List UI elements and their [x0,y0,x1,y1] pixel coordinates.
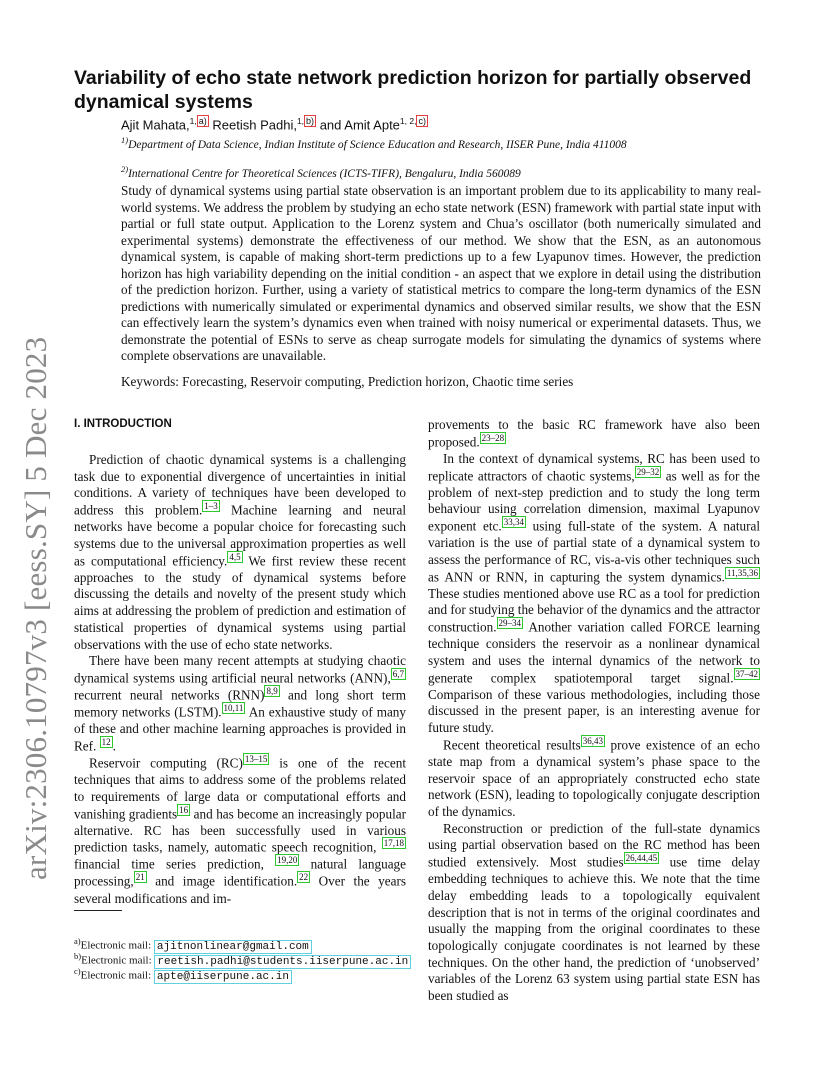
author-name: Ajit Mahata, [121,117,190,133]
text-run: We first review these recent approaches to the study of dynamical systems before discussing the details and novelty of the present study which aims at addressing the problem of prediction and estimation of statistical properties of dynamical systems using partial observations with the use of echo state networks. [74,553,407,652]
footnote-mark: b) [74,951,82,961]
affiliation-text: Department of Data Science, Indian Institute of Science Education and Research, IISER Pune, India 411008 [128,138,627,151]
citation-link[interactable]: 29–34 [498,618,521,628]
text-run: use time delay embedding techniques to achieve this. We note that the time delay embedding leads to a topologically equivalent description that is not in terms of the original coordinates and usually the mapping from the original coordinates to these topologically conjugate coordinates is not learned by these techniques. On the other hand, the prediction of ‘unobserved’ variables of the Lorenz 63 system using partial state ESN has been studied as [428,854,761,1004]
text-run: as well as for the problem of next-step prediction and to study the long term behaviour using correlation dimension, maximal Lyapunov exponent etc. [428,467,760,534]
text-run: In the context of dynamical systems, RC has been used to replicate attractors of chaotic systems, [428,450,760,483]
text-run: . [112,738,116,754]
text-run: Machine learning and neural networks have become a popular choice for forecasting such systems due to the universal approximation properties as well as computational efficiency. [74,502,406,568]
text-run: Reconstruction or prediction of the full-state dynamics using partial observation based on the RC method has been studied extensively. Most studies [428,820,760,870]
affiliation-number: 2) [121,164,129,174]
text-run: using full-state of the system. A natural variation is the use of partial state of a dynamical system to assess the performance of RC, vis-a-vis other techniques such as ANN or RNN, in capturing the system dynamics. [428,518,761,584]
citation-link[interactable]: 11,35,36 [726,567,758,578]
footnote-mark: a) [74,936,81,946]
author-list [121,116,428,132]
text-run: and image identification. [146,873,298,889]
citation-link[interactable]: 23–28 [481,432,505,443]
text-run: Prediction of chaotic dynamical systems is a challenging task due to exponential divergence of uncertainties in initial conditions. A variety of techniques have been developed to address this problem. [74,452,406,518]
affiliation-text: International Centre for Theoretical Sciences (ICTS-TIFR), Bengaluru, India 560089 [128,167,521,180]
text-run: Reservoir computing (RC) [89,755,243,771]
affiliation-sup: 1, [296,116,305,126]
text-run: Comparison of these various methodologies, including those discussed in the present paper, is an interesting avenue for future study. [428,686,760,735]
section-heading: I. INTRODUCTION [74,418,172,430]
footnote-c [74,966,292,983]
affiliation-sup: 1, [189,116,197,126]
footnote-link[interactable]: a) [198,116,207,126]
footnote-label: Electronic mail: [80,969,154,982]
paragraph [74,452,406,653]
paragraph [74,755,406,907]
citation-link[interactable]: 16 [179,804,189,815]
citation-link[interactable]: 37–42 [735,668,758,679]
citation-link[interactable]: 1–3 [204,501,218,512]
citation-link[interactable]: 33,34 [503,517,524,527]
text-run: is one of the recent techniques that aims to address some of the problems related to requirements of large data or computational efforts and vanishing gradients [74,755,406,821]
paragraph [428,737,760,821]
paragraph [428,451,760,737]
footnote-link[interactable]: b) [306,116,315,126]
email-link[interactable]: ajitnonlinear@gmail.com [154,940,312,954]
citation-link[interactable]: 10,11 [223,703,244,714]
paragraph [428,821,760,1005]
abstract: Study of dynamical systems using partial state observation is an important problem due to its applicability to many real-world systems. We address the problem by studying an echo state network (ESN) framework with partial state input with partial or full state output. Application to the Lorenz system and Chua’s oscillator (both numerically simulated and experimental systems) demonstrate the effectiveness of our method. We show that the ESN, as an autonomous dynamical system, is capable of making short-term predictions up to a few Lyapunov times. However, the prediction horizon has high variability depending on the initial condition - an aspect that we explore in detail using the distribution of the prediction horizon. Further, using a variety of statistical metrics to compare the long-term dynamics of the ESN predictions with numerically simulated or experimental dynamics and observed similar results, we show that the ESN can effectively learn the system’s dynamics even when trained with noisy numerical or experimental datasets. Thus, we demonstrate the potential of ESNs to serve as cheap surrogate models for simulating the dynamics of systems where complete observations are unavailable. [121,183,761,363]
right-column [428,417,760,1005]
email-link[interactable]: reetish.padhi@students.iiserpune.ac.in [154,955,411,969]
citation-link[interactable]: 19,20 [277,855,298,866]
text-run: provements to the basic RC framework have also been proposed. [428,417,760,450]
citation-link[interactable]: 26,44,45 [625,853,658,864]
left-column [74,452,406,907]
paragraph [74,653,406,755]
footnote-mark: c) [74,966,81,976]
author-name: Reetish Padhi, [212,117,297,133]
footnote-link[interactable]: c) [418,116,426,126]
affiliation-1 [121,133,691,152]
footnote-label: Electronic mail: [81,954,155,967]
affiliation-sup: 1, 2, [399,116,417,126]
text-run: An exhaustive study of many of these and other machine learning approaches is provided in Ref. [74,704,406,754]
keywords: Keywords: Forecasting, Reservoir computing, Prediction horizon, Chaotic time series [121,374,574,389]
paper-title: Variability of echo state network prediction horizon for partially observed dynamical systems [74,67,752,113]
text-run: There have been many recent attempts at studying chaotic dynamical systems using artificial neural networks (ANN), [74,653,406,686]
footnote-label: Electronic mail: [80,939,154,952]
text-run: prove existence of an echo state map from a dynamical system’s phase space to the reservoir space of an appropriately constructed echo state network (ESN), leading to topologically conjugate description of the dynamics. [428,737,760,819]
affiliation-2 [121,162,691,181]
arxiv-identifier: arXiv:2306.10797v3 [eess.SY] 5 Dec 2023 [18,336,53,880]
citation-link[interactable]: 36,43 [582,735,603,746]
footnote-divider [74,910,122,911]
text-run: and long short term memory networks (LSTM). [74,687,406,720]
citation-link[interactable]: 17,18 [383,838,404,849]
email-link[interactable]: apte@iiserpune.ac.in [154,970,292,984]
text-run: and has become an increasingly popular alternative. RC has been successfully used in various prediction tasks, namely, automatic speech recognition, [74,805,406,855]
citation-link[interactable]: 21 [135,872,145,883]
text-run: financial time series prediction, [74,856,276,872]
citation-link[interactable]: 8,9 [266,686,278,697]
citation-link[interactable]: 29–32 [636,466,660,477]
text-run: Another variation called FORCE learning technique considers the reservoir as a nonlinear dynamical system and uses the internal dynamics of the network to generate complex spatiotemporal target signal. [428,619,760,685]
citation-link[interactable]: 13–15 [244,754,268,764]
affiliation-number: 1) [121,135,129,145]
citation-link[interactable]: 22 [299,872,309,883]
citation-link[interactable]: 12 [101,736,111,747]
citation-link[interactable]: 4,5 [229,551,241,562]
citation-link[interactable]: 6,7 [392,668,404,679]
text-run: Recent theoretical results [443,737,581,753]
text-run: These studies mentioned above use RC as a tool for prediction and for studying the behavior of the dynamics and the attractor construction. [428,585,760,635]
author-name: and Amit Apte [319,117,400,133]
text-run: recurrent neural networks (RNN) [74,687,265,703]
paragraph [428,417,760,451]
text-run: natural language processing, [74,856,406,889]
text-run: Over the years several modifications and im- [74,873,406,906]
